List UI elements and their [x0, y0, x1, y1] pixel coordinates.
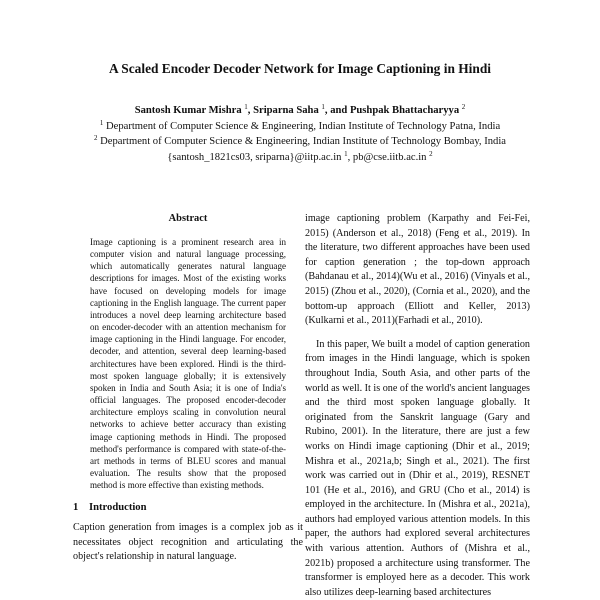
- author-2: Sriparna Saha: [253, 105, 319, 116]
- paper-title: A Scaled Encoder Decoder Network for Image Captioning in Hindi: [108, 61, 491, 76]
- affiliation-2-marker: 2: [94, 134, 98, 142]
- author-separator: ,: [247, 105, 254, 116]
- affiliation-2: [0, 134, 600, 150]
- author-3: Pushpak Bhattacharyya: [349, 105, 460, 116]
- affiliation-1-text: Department of Computer Science & Engineering, Indian Institute of Technology Patna, India: [105, 120, 501, 132]
- right-paragraph-2: In this paper, We built a model of caption generation from images in the Hindi language, which is spoken throughout India, South Asia, and other parts of the world as well. It is one of the world's ancient languages and the third most spoken language globally. It originated from the Sanskrit language (Gary and Rubino, 2001). In the literature, there are just a few works on Hindi image captioning (Dhir et al., 2019; Mishra et al., 2021a,b; Singh et al., 2021). The first work was carried out in (Dhir et al., 2019), RESNET 101 (He et al., 2016), and GRU (Cho et al., 2014) is employed in the architecture. In (Mishra et al., 2021a), authors had employed various attention models. In this paper, the authors had explored several architectures with various attention. Authors of (Mishra et al., 2021b) proposed a architecture using transformer. The transformer is employed here as a decoder. This work also utilizes deep-learning based architectures: [305, 338, 530, 598]
- email-1-affil: 1: [344, 149, 348, 158]
- author-separator: , and: [324, 105, 350, 116]
- email-1: {santosh_1821cs03, sriparna}@iitp.ac.in: [167, 151, 342, 163]
- section-number: 1: [73, 502, 79, 514]
- author-1-affil: 1: [244, 103, 248, 111]
- section-heading-introduction: [73, 501, 303, 515]
- email-2-affil: 2: [429, 149, 433, 158]
- section-title: Introduction: [89, 502, 147, 514]
- author-2-affil: 1: [321, 103, 325, 111]
- email-2: , pb@cse.iitb.ac.in: [347, 151, 427, 163]
- author-3-affil: 2: [461, 103, 466, 111]
- intro-paragraph: Caption generation from images is a complex job as it necessitates object recognition and articulating the object's relationship in natural language.: [73, 522, 303, 563]
- email-line: [0, 150, 600, 166]
- right-paragraph-1: image captioning problem (Karpathy and Fei-Fei, 2015) (Anderson et al., 2018) (Feng et al., 2019). In the literature, two different approaches have been used for caption generation ; the top-down approach (Bahdanau et al., 2014)(Wu et al., 2016) (Vinyals et al., 2015) (Zhou et al., 2020), (Cornia et al., 2020), and the bottom-up approach (Elliott and Keller, 2013)(Kulkarni et al., 2011)(Farhadi et al., 2010).: [305, 213, 530, 327]
- author-names: [0, 103, 600, 119]
- affiliation-2-text: Department of Computer Science & Engineering, Indian Institute of Technology Bombay, India: [100, 136, 506, 147]
- affiliation-1-marker: 1: [99, 118, 104, 127]
- abstract-heading: Abstract: [168, 213, 208, 224]
- abstract-text: Image captioning is a prominent research area in computer vision and natural language processing, which automatically generates natural language descriptions for images. Most of the existing works have focused on developing models for image captioning in the English language. The current paper introduces a novel deep learning architecture based on encoder-decoder with an attention mechanism for image captioning in the Hindi language. For encoder, decoder, and attention, several deep learning-based architectures have been explored. Hindi is the third-most spoken language globally; it is extensively spoken in India and South Asia; it is one of India's official languages. The proposed encoder-decoder architecture employs scaling in convolution neural networks to achieve better accuracy than existing image captioning methods in Hindi. The proposed method's performance is compared with state-of-the-art methods in terms of BLEU scores and manual evaluation. The results show that the proposed method is more effective than existing methods.: [90, 237, 286, 491]
- right-column: [305, 212, 530, 600]
- left-column: [73, 212, 303, 565]
- author-block: [0, 103, 600, 165]
- author-1: Santosh Kumar Mishra: [134, 105, 242, 116]
- affiliation-1: [0, 119, 600, 135]
